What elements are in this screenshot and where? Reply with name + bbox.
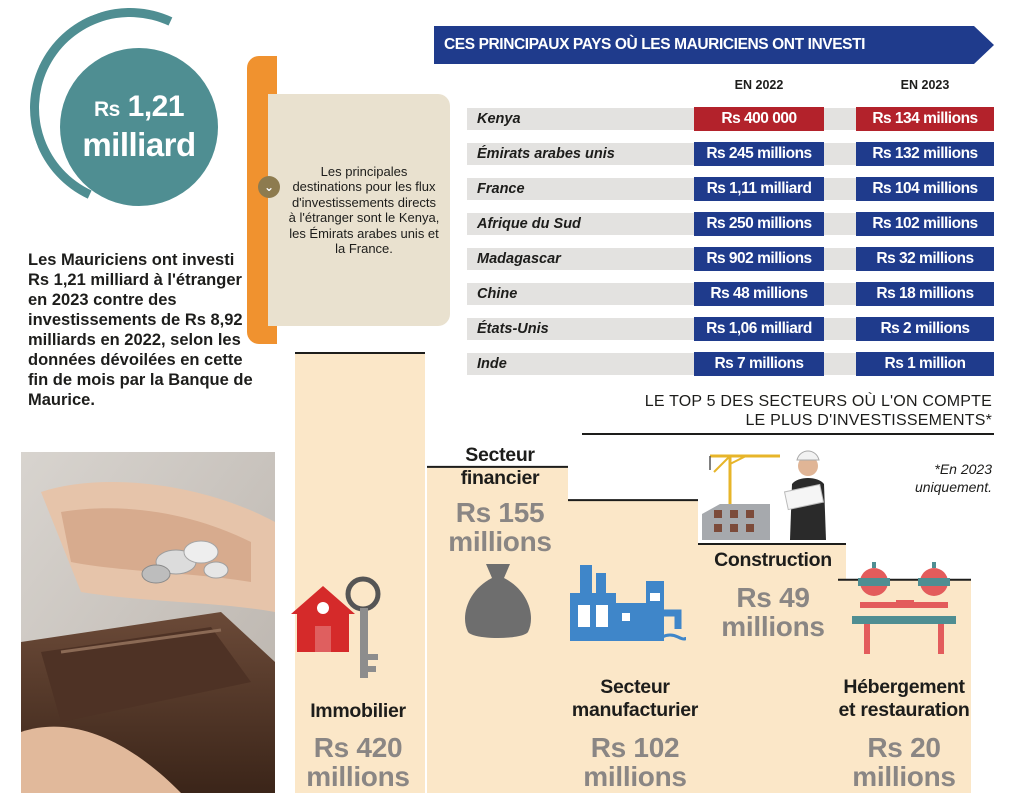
country-value-2022: Rs 902 millions [694, 247, 824, 271]
country-name: Kenya [477, 111, 521, 127]
country-value-2023: Rs 102 millions [856, 212, 994, 236]
chevron-down-icon: ⌄ [258, 176, 280, 198]
sector-label-financier-line2: financier [460, 467, 540, 489]
footnote-line2: uniquement. [914, 479, 992, 495]
country-value-2023: Rs 134 millions [856, 107, 994, 131]
sector-value-immobilier [296, 733, 420, 791]
country-name: France [477, 181, 525, 197]
sector-label-manufacturier [556, 676, 714, 722]
sector-value-manufacturier-unit: millions [583, 761, 687, 792]
construction-worker-icon [700, 444, 844, 540]
sector-label-manufacturier-line2: manufacturier [571, 699, 699, 721]
country-value-2022: Rs 400 000 [694, 107, 824, 131]
country-name: États-Unis [477, 321, 549, 337]
country-name: Émirats arabes unis [477, 146, 615, 162]
sector-value-hebergement-amount: Rs 20 [867, 732, 941, 763]
sector-value-immobilier-amount: Rs 420 [313, 732, 403, 763]
sector-value-construction-amount: Rs 49 [736, 582, 810, 613]
sector-label-hebergement [818, 676, 990, 722]
sectors-title-line1: LE TOP 5 DES SECTEURS OÙ L'ON COMPTE [644, 393, 992, 410]
country-value-2023: Rs 1 million [856, 352, 994, 376]
sector-value-financier-unit: millions [448, 526, 552, 557]
country-name: Afrique du Sud [477, 216, 581, 232]
money-bag-icon [458, 560, 538, 642]
country-name: Inde [477, 356, 507, 372]
country-value-2023: Rs 18 millions [856, 282, 994, 306]
column-header-2022: EN 2022 [734, 78, 784, 92]
countries-title: CES PRINCIPAUX PAYS OÙ LES MAURICIENS ONT INVESTI [444, 36, 866, 53]
sector-value-immobilier-unit: millions [306, 761, 410, 792]
sector-value-manufacturier-amount: Rs 102 [590, 732, 680, 763]
country-value-2023: Rs 32 millions [856, 247, 994, 271]
footnote-line1: *En 2023 [934, 461, 992, 477]
factory-icon [566, 553, 686, 645]
sector-value-financier-amount: Rs 155 [455, 497, 545, 528]
country-value-2022: Rs 48 millions [694, 282, 824, 306]
country-value-2023: Rs 104 millions [856, 177, 994, 201]
headline-currency: Rs [93, 98, 120, 121]
country-value-2022: Rs 245 millions [694, 142, 824, 166]
country-value-2022: Rs 1,11 milliard [694, 177, 824, 201]
dining-table-icon [848, 556, 960, 660]
sector-value-hebergement [836, 733, 972, 791]
headline-amount: 1,21 [127, 90, 185, 123]
sector-label-hebergement-line2: et restauration [838, 699, 970, 721]
sector-label-hebergement-line1: Hébergement [843, 676, 965, 698]
sector-label-financier-line1: Secteur [465, 444, 535, 466]
country-value-2022: Rs 250 millions [694, 212, 824, 236]
sector-value-manufacturier [566, 733, 704, 791]
house-keys-icon [283, 574, 408, 689]
headline-unit: milliard [82, 126, 196, 163]
callout-text: Les principales destinations pour les flux d'investissements directs à l'étranger sont le Kenya, les Émirats arabes unis et la France. [288, 163, 440, 256]
country-name: Madagascar [477, 251, 561, 267]
column-header-2023: EN 2023 [900, 78, 950, 92]
sector-value-construction-unit: millions [721, 611, 825, 642]
intro-text: Les Mauriciens ont investi Rs 1,21 milliard à l'étranger en 2023 contre des investissements de Rs 8,92 milliards en 2022, selon les données dévoilées en cette fin de mois par la Banque de Maurice. [28, 251, 253, 409]
sector-label-immobilier: Immobilier [310, 700, 406, 722]
sectors-title-line2: LE PLUS D'INVESTISSEMENTS* [745, 412, 992, 429]
sector-bar [295, 353, 425, 793]
country-value-2023: Rs 132 millions [856, 142, 994, 166]
country-name: Chine [477, 286, 518, 302]
country-value-2023: Rs 2 millions [856, 317, 994, 341]
sector-value-hebergement-unit: millions [852, 761, 956, 792]
sector-label-construction: Construction [714, 549, 832, 571]
sector-label-financier [432, 444, 568, 490]
country-value-2022: Rs 1,06 milliard [694, 317, 824, 341]
sector-value-construction [700, 583, 846, 641]
sector-label-manufacturier-line1: Secteur [600, 676, 670, 698]
sector-value-financier [432, 498, 568, 556]
country-value-2022: Rs 7 millions [694, 352, 824, 376]
